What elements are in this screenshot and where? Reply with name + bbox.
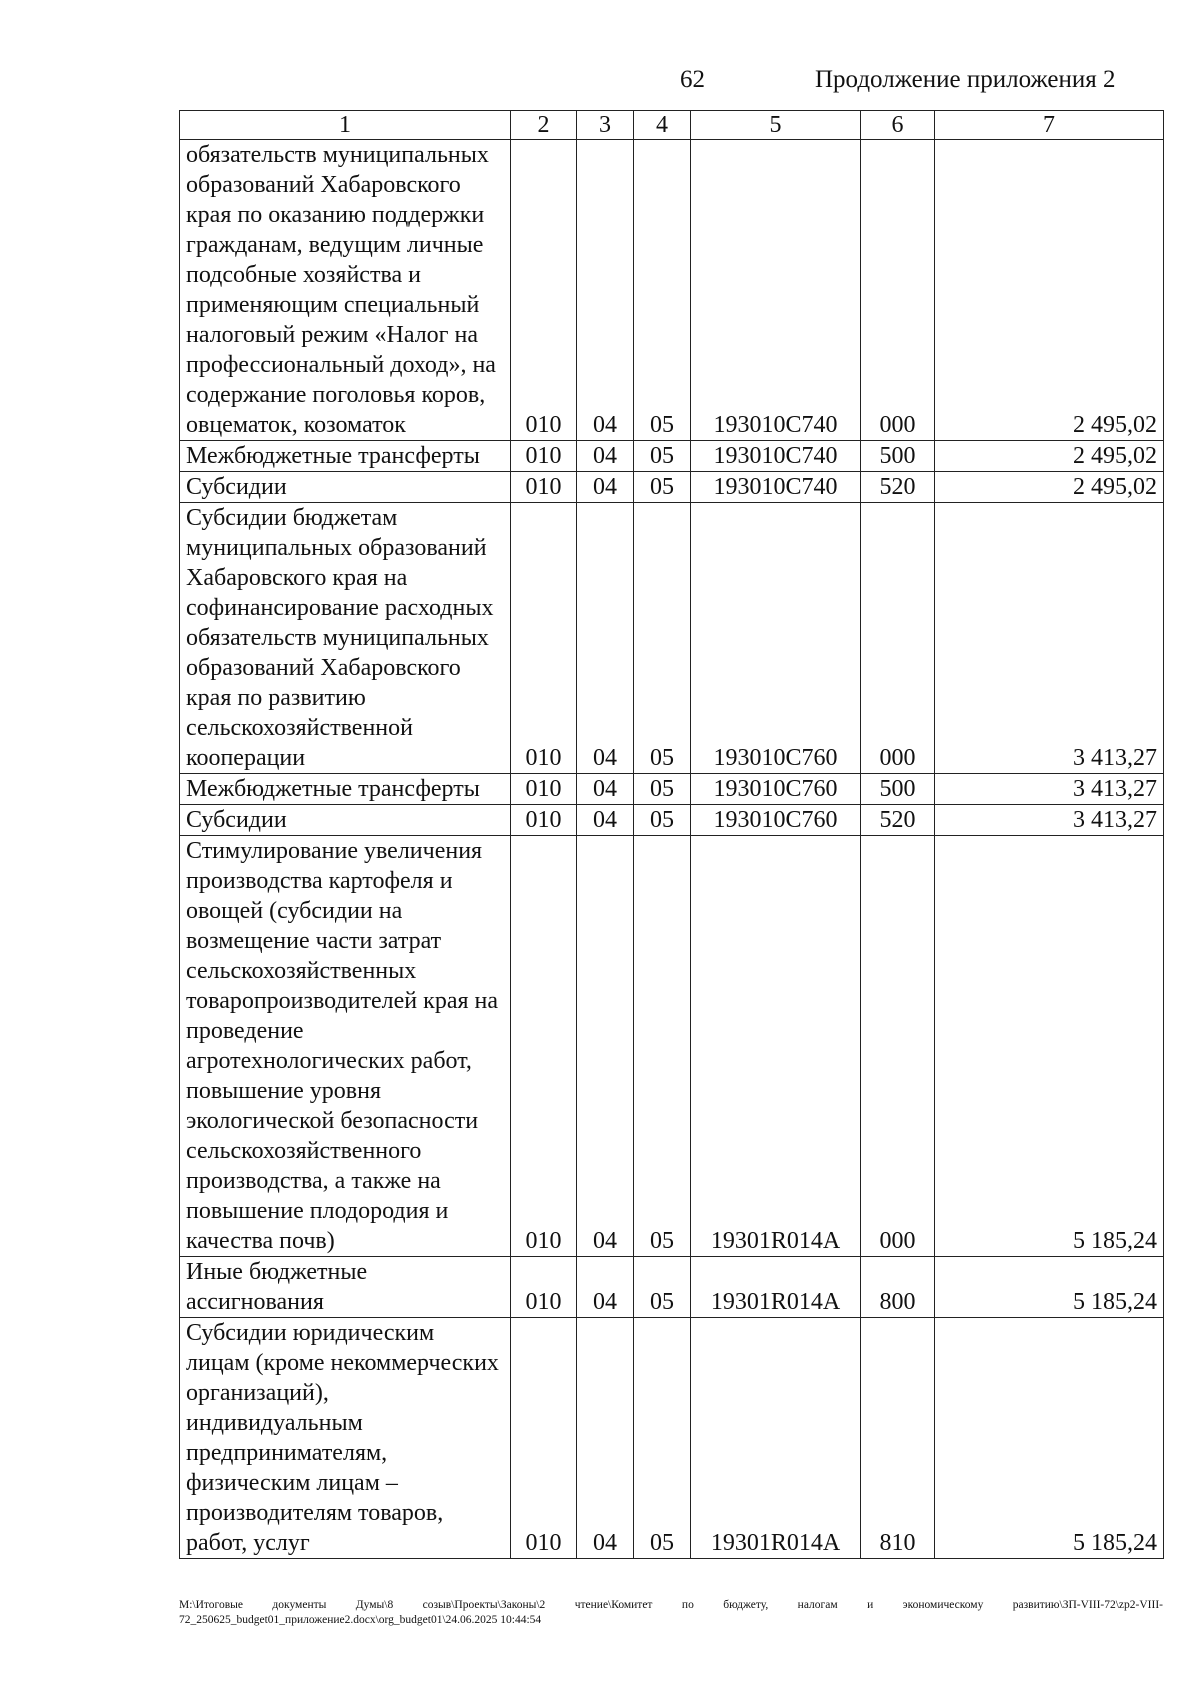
- table-row: [180, 441, 1164, 472]
- section-code-cell: 010: [511, 1257, 577, 1318]
- amount-cell: 2 495,02: [935, 140, 1164, 441]
- row-name-cell: Субсидии: [180, 805, 511, 836]
- subsection2-code-cell: 05: [634, 472, 691, 503]
- section-code-cell: 010: [511, 774, 577, 805]
- target-article-cell: 193010С760: [691, 503, 861, 774]
- target-article-cell: 19301R014A: [691, 1257, 861, 1318]
- table-row: [180, 503, 1164, 774]
- row-name-cell: Стимулирование увеличения производства картофеля и овощей (субсидии на возмещение части затрат сельскохозяйственных товаропроизводителей края на проведение агротехнологических работ, повышение уровня экологической безопасности сельскохозяйственного производства, а также на повышение плодородия и качества почв): [180, 836, 511, 1257]
- subsection2-code-cell: 05: [634, 140, 691, 441]
- section-code-cell: 010: [511, 441, 577, 472]
- page-number: 62: [680, 66, 705, 93]
- table-row: [180, 472, 1164, 503]
- subsection2-code-cell: 05: [634, 441, 691, 472]
- table-row: [180, 805, 1164, 836]
- expense-type-cell: 520: [861, 805, 935, 836]
- amount-cell: 5 185,24: [935, 1318, 1164, 1559]
- column-header: 3: [577, 111, 634, 140]
- row-name-cell: Межбюджетные трансферты: [180, 774, 511, 805]
- row-name-cell: Иные бюджетные ассигнования: [180, 1257, 511, 1318]
- amount-cell: 3 413,27: [935, 503, 1164, 774]
- amount-cell: 5 185,24: [935, 836, 1164, 1257]
- column-header: 2: [511, 111, 577, 140]
- subsection2-code-cell: 05: [634, 805, 691, 836]
- column-header: 6: [861, 111, 935, 140]
- subsection-code-cell: 04: [577, 503, 634, 774]
- expense-type-cell: 000: [861, 503, 935, 774]
- subsection2-code-cell: 05: [634, 503, 691, 774]
- subsection-code-cell: 04: [577, 441, 634, 472]
- subsection2-code-cell: 05: [634, 1257, 691, 1318]
- target-article-cell: 19301R014A: [691, 836, 861, 1257]
- section-code-cell: 010: [511, 503, 577, 774]
- row-name-cell: Межбюджетные трансферты: [180, 441, 511, 472]
- expense-type-cell: 810: [861, 1318, 935, 1559]
- subsection-code-cell: 04: [577, 836, 634, 1257]
- subsection-code-cell: 04: [577, 140, 634, 441]
- expense-type-cell: 000: [861, 836, 935, 1257]
- expense-type-cell: 500: [861, 774, 935, 805]
- section-code-cell: 010: [511, 472, 577, 503]
- section-code-cell: 010: [511, 805, 577, 836]
- amount-cell: 3 413,27: [935, 805, 1164, 836]
- subsection-code-cell: 04: [577, 1318, 634, 1559]
- section-code-cell: 010: [511, 1318, 577, 1559]
- table-row: [180, 774, 1164, 805]
- target-article-cell: 193010С740: [691, 441, 861, 472]
- subsection-code-cell: 04: [577, 805, 634, 836]
- target-article-cell: 193010С760: [691, 774, 861, 805]
- column-header: 1: [180, 111, 511, 140]
- subsection2-code-cell: 05: [634, 836, 691, 1257]
- appendix-continuation-label: Продолжение приложения 2: [815, 66, 1116, 93]
- subsection2-code-cell: 05: [634, 1318, 691, 1559]
- column-header: 4: [634, 111, 691, 140]
- expense-type-cell: 500: [861, 441, 935, 472]
- row-name-cell: Субсидии: [180, 472, 511, 503]
- subsection-code-cell: 04: [577, 774, 634, 805]
- subsection-code-cell: 04: [577, 472, 634, 503]
- subsection-code-cell: 04: [577, 1257, 634, 1318]
- expense-type-cell: 800: [861, 1257, 935, 1318]
- table-row: [180, 836, 1164, 1257]
- target-article-cell: 193010С740: [691, 140, 861, 441]
- target-article-cell: 193010С760: [691, 805, 861, 836]
- table-row: [180, 1318, 1164, 1559]
- table-row: [180, 140, 1164, 441]
- column-header: 7: [935, 111, 1164, 140]
- target-article-cell: 193010С740: [691, 472, 861, 503]
- expense-type-cell: 520: [861, 472, 935, 503]
- row-name-cell: Субсидии бюджетам муниципальных образований Хабаровского края на софинансирование расходных обязательств муниципальных образований Хабаровского края по развитию сельскохозяйственной кооперации: [180, 503, 511, 774]
- amount-cell: 2 495,02: [935, 472, 1164, 503]
- target-article-cell: 19301R014A: [691, 1318, 861, 1559]
- amount-cell: 3 413,27: [935, 774, 1164, 805]
- row-name-cell: обязательств муниципальных образований Хабаровского края по оказанию поддержки гражданам, ведущим личные подсобные хозяйства и применяющим специальный налоговый режим «Налог на профессиональный доход», на содержание поголовья коров, овцематок, козоматок: [180, 140, 511, 441]
- section-code-cell: 010: [511, 836, 577, 1257]
- amount-cell: 2 495,02: [935, 441, 1164, 472]
- column-header: 5: [691, 111, 861, 140]
- row-name-cell: Субсидии юридическим лицам (кроме некоммерческих организаций), индивидуальным предпринимателям, физическим лицам – производителям товаров, работ, услуг: [180, 1318, 511, 1559]
- document-file-path: М:\Итоговые документы Думы\8 созыв\Проекты\Законы\2 чтение\Комитет по бюджету, налогам и экономическому развитию\ЗП-VIII-72\zp2-VIII-72_250625_budget01_приложение2.docx\org_budget01\24.06.2025 10:44:54: [179, 1599, 1163, 1626]
- expense-type-cell: 000: [861, 140, 935, 441]
- subsection2-code-cell: 05: [634, 774, 691, 805]
- amount-cell: 5 185,24: [935, 1257, 1164, 1318]
- section-code-cell: 010: [511, 140, 577, 441]
- budget-table: [179, 110, 1164, 1559]
- table-header-row: [180, 111, 1164, 140]
- table-row: [180, 1257, 1164, 1318]
